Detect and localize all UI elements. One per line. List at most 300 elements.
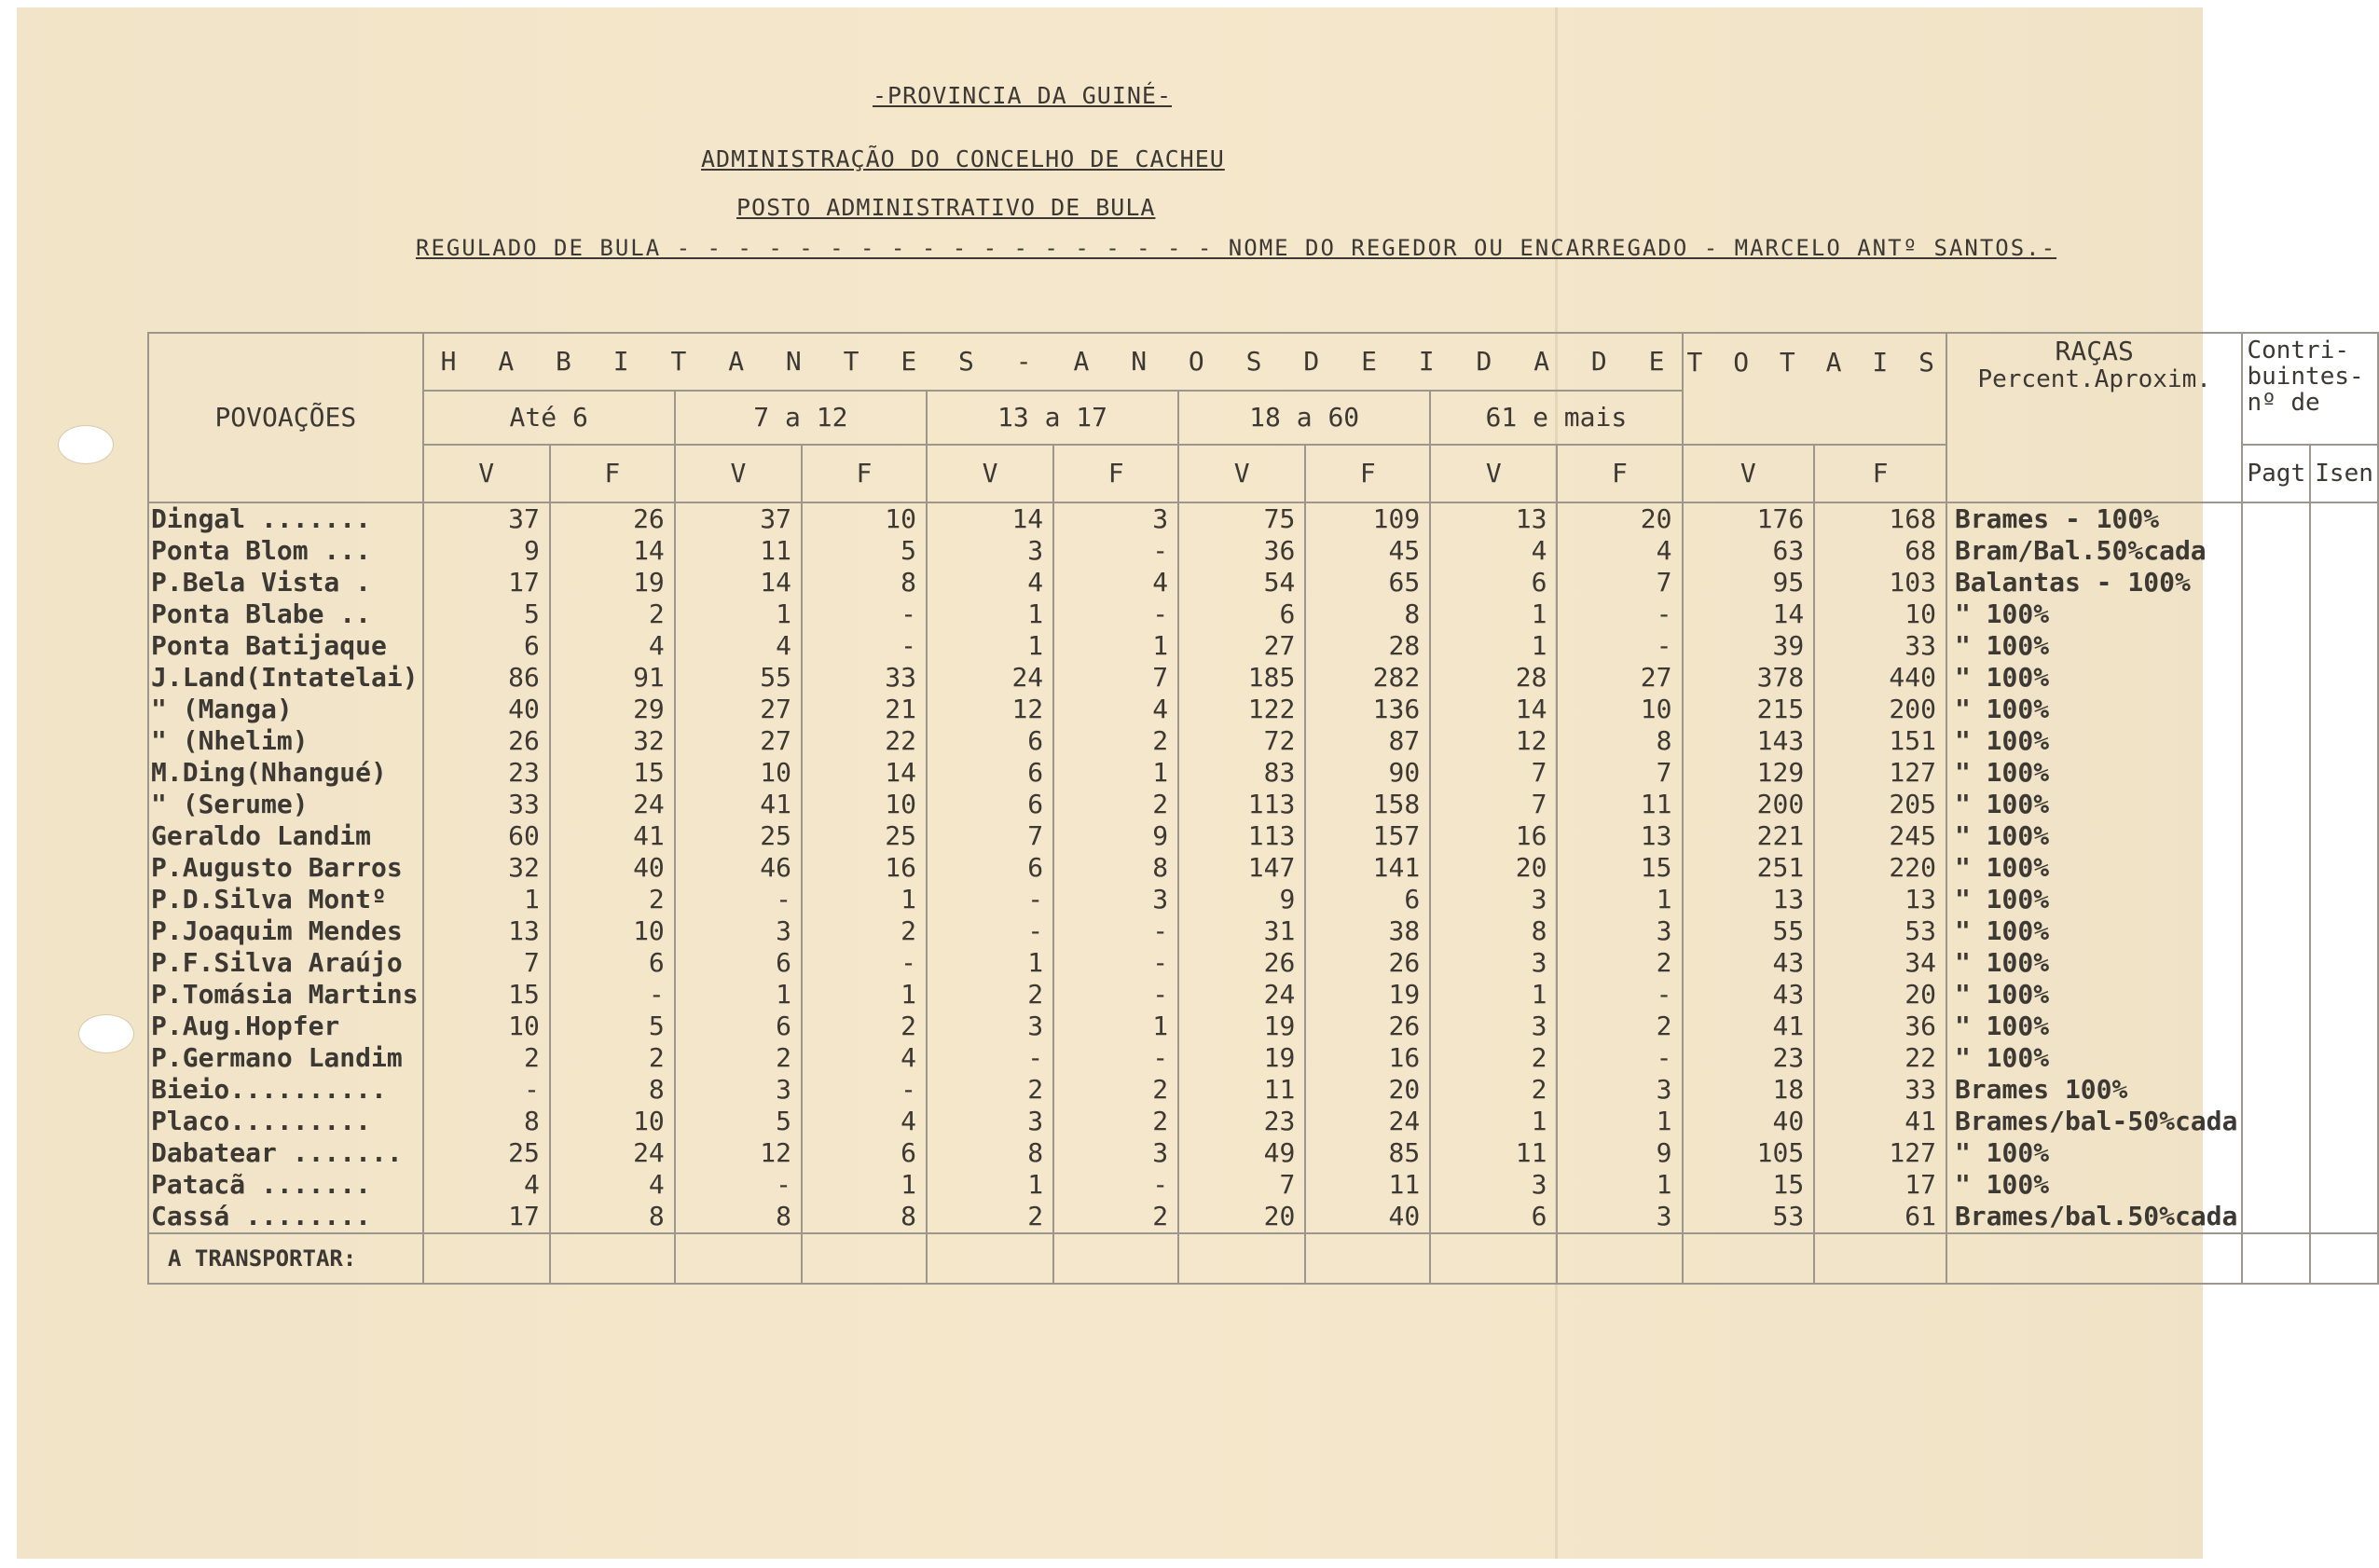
count-cell: 2 <box>1053 1106 1178 1137</box>
count-cell: 14 <box>927 502 1053 535</box>
count-cell: 53 <box>1814 915 1946 947</box>
count-cell: - <box>675 884 802 915</box>
contribuintes-cell <box>2242 852 2310 884</box>
count-cell: 1 <box>927 1169 1053 1201</box>
count-cell: 1 <box>1430 979 1557 1011</box>
sex-f-header: F <box>1814 445 1946 502</box>
count-cell: 7 <box>1053 662 1178 694</box>
count-cell: 2 <box>1557 1011 1682 1042</box>
count-cell: 68 <box>1814 535 1946 567</box>
count-cell: 6 <box>802 1137 927 1169</box>
count-cell: 19 <box>1178 1011 1305 1042</box>
contribuintes-cell <box>2310 979 2378 1011</box>
povoacao-name: P.F.Silva Araújo <box>148 947 423 979</box>
contribuintes-cell <box>2310 567 2378 598</box>
count-cell: 26 <box>1305 1011 1430 1042</box>
count-cell: 33 <box>802 662 927 694</box>
count-cell: 6 <box>927 757 1053 789</box>
count-cell: 10 <box>1557 694 1682 725</box>
count-cell: 26 <box>550 502 675 535</box>
count-cell: 24 <box>927 662 1053 694</box>
race-cell: " 100% <box>1946 915 2243 947</box>
contribuintes-cell <box>2310 884 2378 915</box>
contribuintes-cell <box>2242 884 2310 915</box>
povoacao-name: P.Tomásia Martins <box>148 979 423 1011</box>
count-cell: - <box>1557 630 1682 662</box>
povoacao-name: Bieio.......... <box>148 1074 423 1106</box>
povoacao-name: Ponta Batijaque <box>148 630 423 662</box>
count-cell: - <box>550 979 675 1011</box>
count-cell: - <box>1557 598 1682 630</box>
regulado-line: REGULADO DE BULA - - - - - - - - - - - - - - - - - - NOME DO REGEDOR OU ENCARREGADO - MARCELO ANTº SANTOS.- <box>416 235 2057 261</box>
count-cell: 25 <box>423 1137 550 1169</box>
punch-hole-bottom <box>78 1014 134 1053</box>
count-cell: 7 <box>1557 757 1682 789</box>
contribuintes-cell <box>2242 694 2310 725</box>
count-cell: 43 <box>1683 947 1815 979</box>
count-cell: 12 <box>1430 725 1557 757</box>
racas-title: RAÇAS <box>2055 336 2134 366</box>
count-cell: - <box>1053 598 1178 630</box>
contribuintes-cell <box>2310 1137 2378 1169</box>
sex-f-header: F <box>1557 445 1682 502</box>
count-cell: 4 <box>802 1042 927 1074</box>
count-cell: 10 <box>1814 598 1946 630</box>
count-cell: 13 <box>1557 820 1682 852</box>
count-cell: 13 <box>1430 502 1557 535</box>
povoacao-name: J.Land(Intatelai) <box>148 662 423 694</box>
table-row <box>148 820 2378 852</box>
count-cell: 2 <box>550 1042 675 1074</box>
count-cell: 17 <box>423 1201 550 1233</box>
count-cell: 19 <box>550 567 675 598</box>
count-cell: - <box>1053 947 1178 979</box>
count-cell: 72 <box>1178 725 1305 757</box>
count-cell: 1 <box>1557 1169 1682 1201</box>
sex-f-header: F <box>802 445 927 502</box>
table-row <box>148 915 2378 947</box>
count-cell: 7 <box>1178 1169 1305 1201</box>
count-cell: 7 <box>1557 567 1682 598</box>
count-cell: 127 <box>1814 757 1946 789</box>
count-cell: 15 <box>423 979 550 1011</box>
contribuintes-cell <box>2310 820 2378 852</box>
contribuintes-cell <box>2242 1201 2310 1233</box>
count-cell: 26 <box>423 725 550 757</box>
count-cell: 83 <box>1178 757 1305 789</box>
table-row <box>148 1042 2378 1074</box>
contribuintes-cell <box>2242 757 2310 789</box>
race-cell: Brames - 100% <box>1946 502 2243 535</box>
count-cell: 147 <box>1178 852 1305 884</box>
table-row <box>148 979 2378 1011</box>
count-cell: 129 <box>1683 757 1815 789</box>
age-group-header: 13 a 17 <box>927 391 1178 445</box>
race-cell: " 100% <box>1946 884 2243 915</box>
totais-header: T O T A I S <box>1683 333 1946 445</box>
count-cell: 251 <box>1683 852 1815 884</box>
census-table <box>147 332 2379 1285</box>
count-cell: 220 <box>1814 852 1946 884</box>
count-cell: 7 <box>1430 789 1557 820</box>
count-cell: 4 <box>550 1169 675 1201</box>
count-cell: 9 <box>1557 1137 1682 1169</box>
count-cell: 200 <box>1814 694 1946 725</box>
count-cell: 40 <box>550 852 675 884</box>
count-cell: 6 <box>927 789 1053 820</box>
count-cell: 41 <box>1683 1011 1815 1042</box>
count-cell: 2 <box>550 598 675 630</box>
count-cell: 9 <box>1178 884 1305 915</box>
table-row <box>148 757 2378 789</box>
count-cell: 122 <box>1178 694 1305 725</box>
count-cell: - <box>1053 915 1178 947</box>
count-cell: 75 <box>1178 502 1305 535</box>
count-cell: 10 <box>802 789 927 820</box>
count-cell: 4 <box>1557 535 1682 567</box>
contribuintes-cell <box>2310 630 2378 662</box>
race-cell: " 100% <box>1946 1042 2243 1074</box>
count-cell: 1 <box>1053 1011 1178 1042</box>
contribuintes-cell <box>2242 979 2310 1011</box>
contribuintes-cell <box>2242 662 2310 694</box>
povoacao-name: P.D.Silva Montº <box>148 884 423 915</box>
povoacao-name: M.Ding(Nhangué) <box>148 757 423 789</box>
count-cell: 11 <box>1430 1137 1557 1169</box>
count-cell: 1 <box>927 947 1053 979</box>
table-row <box>148 789 2378 820</box>
count-cell: 22 <box>1814 1042 1946 1074</box>
count-cell: 61 <box>1814 1201 1946 1233</box>
count-cell: 14 <box>1683 598 1815 630</box>
contribuintes-cell <box>2310 1106 2378 1137</box>
count-cell: 12 <box>927 694 1053 725</box>
count-cell: 168 <box>1814 502 1946 535</box>
post-title: POSTO ADMINISTRATIVO DE BULA <box>736 194 1156 221</box>
count-cell: 10 <box>550 1106 675 1137</box>
count-cell: 3 <box>1557 1201 1682 1233</box>
count-cell: - <box>927 915 1053 947</box>
contribuintes-cell <box>2310 947 2378 979</box>
count-cell: 1 <box>802 1169 927 1201</box>
count-cell: 1 <box>802 884 927 915</box>
contribuintes-cell <box>2310 757 2378 789</box>
count-cell: 3 <box>1053 502 1178 535</box>
count-cell: 6 <box>1430 1201 1557 1233</box>
count-cell: 221 <box>1683 820 1815 852</box>
race-cell: Balantas - 100% <box>1946 567 2243 598</box>
count-cell: - <box>1557 979 1682 1011</box>
count-cell: 3 <box>1430 947 1557 979</box>
race-cell: " 100% <box>1946 630 2243 662</box>
contribuintes-cell <box>2242 598 2310 630</box>
count-cell: 2 <box>675 1042 802 1074</box>
count-cell: 157 <box>1305 820 1430 852</box>
count-cell: 45 <box>1305 535 1430 567</box>
contribuintes-cell <box>2310 852 2378 884</box>
count-cell: 15 <box>1557 852 1682 884</box>
count-cell: 6 <box>927 852 1053 884</box>
count-cell: 17 <box>1814 1169 1946 1201</box>
table-row <box>148 852 2378 884</box>
count-cell: 26 <box>1178 947 1305 979</box>
contribuintes-cell <box>2242 915 2310 947</box>
count-cell: 3 <box>927 535 1053 567</box>
count-cell: 1 <box>802 979 927 1011</box>
contribuintes-cell <box>2242 789 2310 820</box>
count-cell: 27 <box>1557 662 1682 694</box>
contribuintes-cell <box>2242 567 2310 598</box>
count-cell: 65 <box>1305 567 1430 598</box>
count-cell: 2 <box>927 979 1053 1011</box>
count-cell: 2 <box>1430 1042 1557 1074</box>
age-group-header: 7 a 12 <box>675 391 927 445</box>
contribuintes-cell <box>2242 947 2310 979</box>
count-cell: 27 <box>675 694 802 725</box>
count-cell: 11 <box>1178 1074 1305 1106</box>
count-cell: 2 <box>550 884 675 915</box>
count-cell: 28 <box>1430 662 1557 694</box>
racas-subtitle: Percent.Aproxim. <box>1977 365 2211 393</box>
contribuintes-cell <box>2310 1042 2378 1074</box>
contribuintes-cell <box>2310 535 2378 567</box>
contribuintes-cell <box>2242 1011 2310 1042</box>
race-cell: " 100% <box>1946 725 2243 757</box>
count-cell: 8 <box>1430 915 1557 947</box>
count-cell: 12 <box>675 1137 802 1169</box>
count-cell: 63 <box>1683 535 1815 567</box>
count-cell: 7 <box>927 820 1053 852</box>
sex-f-header: F <box>550 445 675 502</box>
count-cell: - <box>927 884 1053 915</box>
count-cell: 25 <box>675 820 802 852</box>
race-cell: " 100% <box>1946 820 2243 852</box>
count-cell: 33 <box>1814 630 1946 662</box>
count-cell: 1 <box>675 979 802 1011</box>
count-cell: 2 <box>1053 1074 1178 1106</box>
count-cell: 245 <box>1814 820 1946 852</box>
count-cell: - <box>423 1074 550 1106</box>
count-cell: 3 <box>1557 915 1682 947</box>
contribuintes-cell <box>2310 1074 2378 1106</box>
count-cell: 136 <box>1305 694 1430 725</box>
race-cell: Brames/bal-50%cada <box>1946 1106 2243 1137</box>
count-cell: 8 <box>1053 852 1178 884</box>
count-cell: 24 <box>1178 979 1305 1011</box>
count-cell: 27 <box>675 725 802 757</box>
count-cell: 4 <box>802 1106 927 1137</box>
count-cell: - <box>1053 979 1178 1011</box>
count-cell: 185 <box>1178 662 1305 694</box>
race-cell: " 100% <box>1946 1011 2243 1042</box>
count-cell: 13 <box>423 915 550 947</box>
count-cell: 33 <box>423 789 550 820</box>
contribuintes-cell <box>2310 789 2378 820</box>
count-cell: 55 <box>675 662 802 694</box>
count-cell: 55 <box>1683 915 1815 947</box>
age-group-header: 18 a 60 <box>1178 391 1430 445</box>
table-row <box>148 598 2378 630</box>
count-cell: 4 <box>1053 567 1178 598</box>
count-cell: - <box>1053 535 1178 567</box>
count-cell: 2 <box>802 915 927 947</box>
count-cell: 6 <box>423 630 550 662</box>
count-cell: 13 <box>1683 884 1815 915</box>
sex-f-header: F <box>1305 445 1430 502</box>
count-cell: 1 <box>675 598 802 630</box>
count-cell: 6 <box>675 947 802 979</box>
count-cell: 40 <box>1683 1106 1815 1137</box>
count-cell: 41 <box>675 789 802 820</box>
count-cell: 41 <box>550 820 675 852</box>
count-cell: 16 <box>1305 1042 1430 1074</box>
contribuintes-cell <box>2310 598 2378 630</box>
count-cell: 3 <box>1430 884 1557 915</box>
count-cell: 2 <box>1557 947 1682 979</box>
contribuintes-cell <box>2242 1042 2310 1074</box>
count-cell: 1 <box>423 884 550 915</box>
sex-v-header: V <box>423 445 550 502</box>
count-cell: 4 <box>550 630 675 662</box>
race-cell: " 100% <box>1946 979 2243 1011</box>
count-cell: 2 <box>1053 789 1178 820</box>
count-cell: 3 <box>675 1074 802 1106</box>
race-cell: " 100% <box>1946 1137 2243 1169</box>
count-cell: 39 <box>1683 630 1815 662</box>
count-cell: 2 <box>1053 1201 1178 1233</box>
count-cell: 18 <box>1683 1074 1815 1106</box>
count-cell: 7 <box>1430 757 1557 789</box>
count-cell: 85 <box>1305 1137 1430 1169</box>
sex-v-header: V <box>1683 445 1815 502</box>
count-cell: 3 <box>1430 1011 1557 1042</box>
age-group-header: 61 e mais <box>1430 391 1682 445</box>
count-cell: 31 <box>1178 915 1305 947</box>
count-cell: 1 <box>1430 630 1557 662</box>
table-row <box>148 567 2378 598</box>
table-row <box>148 725 2378 757</box>
count-cell: 14 <box>1430 694 1557 725</box>
count-cell: 20 <box>1305 1074 1430 1106</box>
povoacao-name: Dingal ....... <box>148 502 423 535</box>
table-row <box>148 1201 2378 1233</box>
count-cell: - <box>802 947 927 979</box>
race-cell: Brames/bal.50%cada <box>1946 1201 2243 1233</box>
table-row <box>148 535 2378 567</box>
count-cell: 3 <box>927 1106 1053 1137</box>
contribuintes-cell <box>2242 820 2310 852</box>
sex-v-header: V <box>675 445 802 502</box>
isen-header: Isen <box>2310 445 2378 502</box>
count-cell: 16 <box>802 852 927 884</box>
count-cell: 19 <box>1305 979 1430 1011</box>
table-row <box>148 947 2378 979</box>
table-row <box>148 502 2378 535</box>
sex-v-header: V <box>927 445 1053 502</box>
table-row <box>148 1137 2378 1169</box>
count-cell: 4 <box>927 567 1053 598</box>
contribuintes-cell <box>2242 1106 2310 1137</box>
table-row <box>148 1011 2378 1042</box>
transport-label: A TRANSPORTAR: <box>148 1233 423 1284</box>
count-cell: 2 <box>927 1074 1053 1106</box>
count-cell: 1 <box>1557 884 1682 915</box>
count-cell: 2 <box>1430 1074 1557 1106</box>
count-cell: 1 <box>1430 598 1557 630</box>
count-cell: 28 <box>1305 630 1430 662</box>
povoacao-name: P.Aug.Hopfer <box>148 1011 423 1042</box>
count-cell: - <box>675 1169 802 1201</box>
count-cell: 46 <box>675 852 802 884</box>
count-cell: 6 <box>550 947 675 979</box>
count-cell: 9 <box>423 535 550 567</box>
count-cell: 3 <box>675 915 802 947</box>
count-cell: 24 <box>550 789 675 820</box>
count-cell: - <box>1053 1169 1178 1201</box>
count-cell: 4 <box>1053 694 1178 725</box>
count-cell: 6 <box>927 725 1053 757</box>
count-cell: 16 <box>1430 820 1557 852</box>
count-cell: 1 <box>927 598 1053 630</box>
count-cell: - <box>1053 1042 1178 1074</box>
povoacao-name: " (Nhelim) <box>148 725 423 757</box>
count-cell: 7 <box>423 947 550 979</box>
count-cell: 205 <box>1814 789 1946 820</box>
count-cell: 20 <box>1557 502 1682 535</box>
count-cell: 54 <box>1178 567 1305 598</box>
count-cell: 40 <box>1305 1201 1430 1233</box>
povoacao-name: Ponta Blom ... <box>148 535 423 567</box>
count-cell: 158 <box>1305 789 1430 820</box>
punch-hole-top <box>58 425 114 464</box>
count-cell: 282 <box>1305 662 1430 694</box>
count-cell: 27 <box>1178 630 1305 662</box>
povoacao-name: " (Manga) <box>148 694 423 725</box>
count-cell: 8 <box>423 1106 550 1137</box>
count-cell: 8 <box>1557 725 1682 757</box>
race-cell: " 100% <box>1946 598 2243 630</box>
count-cell: 11 <box>1305 1169 1430 1201</box>
count-cell: 19 <box>1178 1042 1305 1074</box>
count-cell: 1 <box>1053 757 1178 789</box>
sex-f-header: F <box>1053 445 1178 502</box>
count-cell: 95 <box>1683 567 1815 598</box>
count-cell: 109 <box>1305 502 1430 535</box>
race-cell: Brames 100% <box>1946 1074 2243 1106</box>
povoacao-name: P.Joaquim Mendes <box>148 915 423 947</box>
count-cell: 176 <box>1683 502 1815 535</box>
count-cell: 24 <box>1305 1106 1430 1137</box>
count-cell: 11 <box>1557 789 1682 820</box>
povoacoes-header: POVOAÇÕES <box>148 333 423 502</box>
pagt-header: Pagt <box>2242 445 2310 502</box>
count-cell: 22 <box>802 725 927 757</box>
table-row <box>148 1106 2378 1137</box>
count-cell: 143 <box>1683 725 1815 757</box>
contribuintes-cell <box>2242 1169 2310 1201</box>
race-cell: " 100% <box>1946 1169 2243 1201</box>
count-cell: - <box>927 1042 1053 1074</box>
count-cell: 6 <box>1430 567 1557 598</box>
contribuintes-cell <box>2242 1137 2310 1169</box>
racas-header <box>1946 333 2243 502</box>
count-cell: 8 <box>675 1201 802 1233</box>
count-cell: 1 <box>1430 1106 1557 1137</box>
contribuintes-cell <box>2310 725 2378 757</box>
count-cell: 20 <box>1430 852 1557 884</box>
count-cell: 8 <box>550 1201 675 1233</box>
count-cell: 6 <box>675 1011 802 1042</box>
